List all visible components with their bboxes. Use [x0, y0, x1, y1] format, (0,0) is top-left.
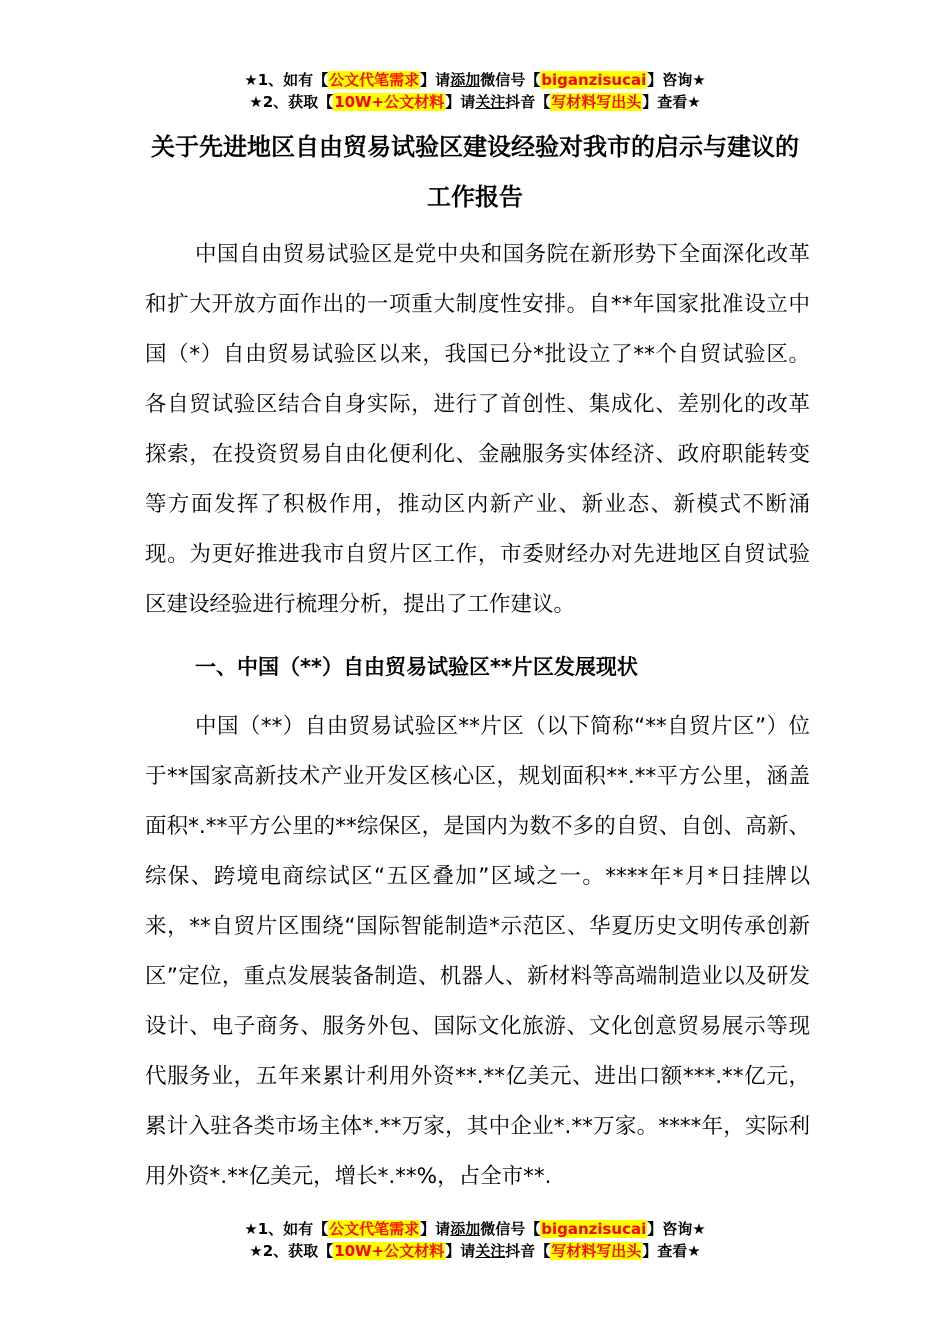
promo-text: ★2、获取【: [249, 1242, 334, 1260]
body-paragraph: 中国（**）自由贸易试验区**片区（以下简称“**自贸片区”）位于**国家高新技术产业开发区核心区，规划面积**.**平方公里，涵盖面积*.**平方公里的**综保区，是国内为数不多的自贸、自创、高新、综保、跨境电商综试区“五区叠加”区域之一。****年*月*日挂牌以来，**自贸片区围绕“国际智能制造*示范区、华夏历史文明传承创新区”定位，重点发展装备制造、机器人、新材料等高端制造业以及研发设计、电子商务、服务外包、国际文化旅游、文化创意贸易展示等现代服务业，五年来累计利用外资**.**亿美元、进出口额***.**亿元，累计入驻各类市场主体*.**万家，其中企业*.**万家。****年，实际利用外资*.**亿美元，增长*.**%，占全市**.: [145, 714, 810, 1189]
promo-text: ★1、如有【: [244, 1220, 329, 1238]
promo-underlined-text: 添加: [450, 1220, 481, 1238]
promo-text: 抖音【: [505, 1242, 551, 1260]
promo-line-1: [0, 1218, 950, 1240]
promo-text: 】查看★: [642, 1242, 701, 1260]
promo-text: 】查看★: [642, 93, 701, 111]
promo-highlight: 10W+公文材料: [334, 93, 445, 111]
promo-highlight: 公文代笔需求: [329, 71, 420, 89]
promo-banner-bottom: [0, 1218, 950, 1262]
promo-highlight: biganzisucai: [541, 71, 647, 89]
promo-underlined-text: 关注: [475, 1242, 506, 1260]
promo-highlight: 10W+公文材料: [334, 1242, 445, 1260]
promo-line-2: [0, 91, 950, 113]
document-title: 关于先进地区自由贸易试验区建设经验对我市的启示与建议的工作报告: [151, 133, 799, 211]
promo-text: 抖音【: [505, 93, 551, 111]
body-paragraph: 中国自由贸易试验区是党中央和国务院在新形势下全面深化改革和扩大开放方面作出的一项重大制度性安排。自**年国家批准设立中国（*）自由贸易试验区以来，我国已分*批设立了**个自贸试验区。各自贸试验区结合自身实际，进行了首创性、集成化、差别化的改革探索，在投资贸易自由化便利化、金融服务实体经济、政府职能转变等方面发挥了积极作用，推动区内新产业、新业态、新模式不断涌现。为更好推进我市自贸片区工作，市委财经办对先进地区自贸试验区建设经验进行梳理分析，提出了工作建议。: [145, 242, 810, 617]
promo-text: 】请: [445, 1242, 476, 1260]
promo-highlight: 写材料写出头: [551, 1242, 642, 1260]
promo-highlight: biganzisucai: [541, 1220, 647, 1238]
promo-text: 】请: [420, 1220, 451, 1238]
promo-line-2: [0, 1240, 950, 1262]
promo-text: 】请: [420, 71, 451, 89]
promo-highlight: 公文代笔需求: [329, 1220, 420, 1238]
promo-text: ★1、如有【: [244, 71, 329, 89]
promo-text: 】咨询★: [647, 1220, 706, 1238]
promo-banner-top: [0, 69, 950, 113]
section-heading: 一、中国（**）自由贸易试验区**片区发展现状: [195, 655, 638, 679]
promo-text: 】咨询★: [647, 71, 706, 89]
promo-text: 微信号【: [480, 1220, 541, 1238]
promo-text: ★2、获取【: [249, 93, 334, 111]
promo-text: 】请: [445, 93, 476, 111]
promo-underlined-text: 关注: [475, 93, 506, 111]
promo-text: 微信号【: [480, 71, 541, 89]
promo-highlight: 写材料写出头: [551, 93, 642, 111]
promo-underlined-text: 添加: [450, 71, 481, 89]
promo-line-1: [0, 69, 950, 91]
